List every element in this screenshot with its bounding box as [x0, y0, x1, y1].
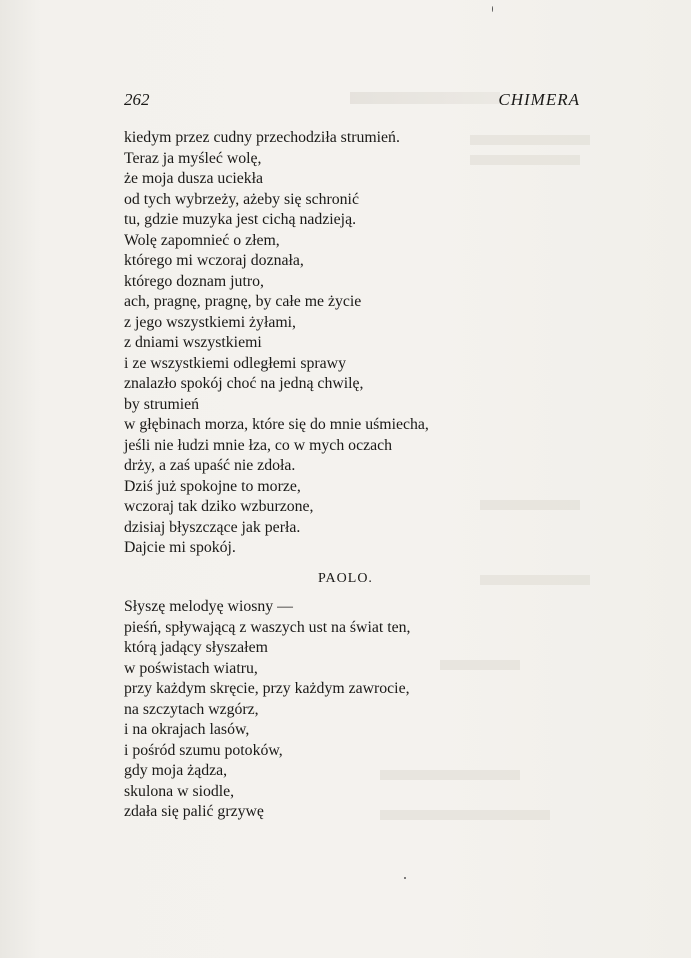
verse-line: przy każdym skręcie, przy każdym zawrocie, [124, 680, 410, 697]
speaker-name: PAOLO. [318, 571, 373, 586]
verse-line: i ze wszystkiemi odległemi sprawy [124, 354, 346, 372]
verse-line: znalazło spokój choć na jedną chwilę, [124, 375, 364, 392]
verse-line: i na okrajach lasów, [124, 721, 250, 738]
verse-block-1 [124, 128, 594, 559]
verse-line: ach, pragnę, pragnę, by całe me życie [124, 293, 362, 310]
verse-line: skulona w siodle, [124, 782, 235, 800]
verse-line: Wolę zapomnieć o złem, [124, 231, 280, 249]
verse-line: tu, gdzie muzyka jest cichą nadzieją. [124, 211, 357, 228]
verse-line: od tych wybrzeży, ażeby się schronić [124, 190, 359, 208]
verse-line: kiedym przez cudny przechodziła strumień. [124, 129, 400, 146]
verse-line: Dziś już spokojne to morze, [124, 477, 301, 495]
verse-line: którą jadący słyszałem [124, 639, 268, 656]
running-title: CHIMERA [498, 90, 580, 109]
verse-line: Dajcie mi spokój. [124, 539, 236, 556]
verse-line: Słyszę melodyę wiosny — [124, 598, 293, 615]
verse-line: w poświstach wiatru, [124, 659, 258, 677]
verse-line: którego doznam jutro, [124, 272, 264, 290]
verse-line: zdała się palić grzywę [124, 803, 264, 820]
page-number: 262 [124, 90, 150, 109]
verse-line: wczoraj tak dziko wzburzone, [124, 498, 314, 515]
verse-line: by strumień [124, 395, 200, 413]
verse-line: z jego wszystkiemi żyłami, [124, 313, 296, 331]
verse-line: Teraz ja myśleć wolę, [124, 149, 262, 167]
verse-line: drży, a zaś upaść nie zdoła. [124, 457, 296, 474]
verse-line: którego mi wczoraj doznała, [124, 252, 304, 269]
paper-speck [404, 877, 406, 879]
verse-line: w głębinach morza, które się do mnie uśmiecha, [124, 416, 429, 433]
verse-line: pieśń, spływającą z waszych ust na świat ten, [124, 618, 411, 636]
verse-line: że moja dusza uciekła [124, 170, 264, 187]
verse-line: jeśli nie łudzi mnie łza, co w mych oczach [124, 436, 393, 454]
verse-line: gdy moja żądza, [124, 762, 228, 779]
verse-line: z dniami wszystkiemi [124, 334, 262, 351]
paper-speck [492, 6, 493, 12]
verse-line: na szczytach wzgórz, [124, 700, 259, 718]
verse-block-2 [124, 597, 594, 823]
page-header [120, 90, 580, 114]
verse-line: dzisiaj błyszczące jak perła. [124, 518, 301, 536]
verse-line: i pośród szumu potoków, [124, 741, 283, 759]
